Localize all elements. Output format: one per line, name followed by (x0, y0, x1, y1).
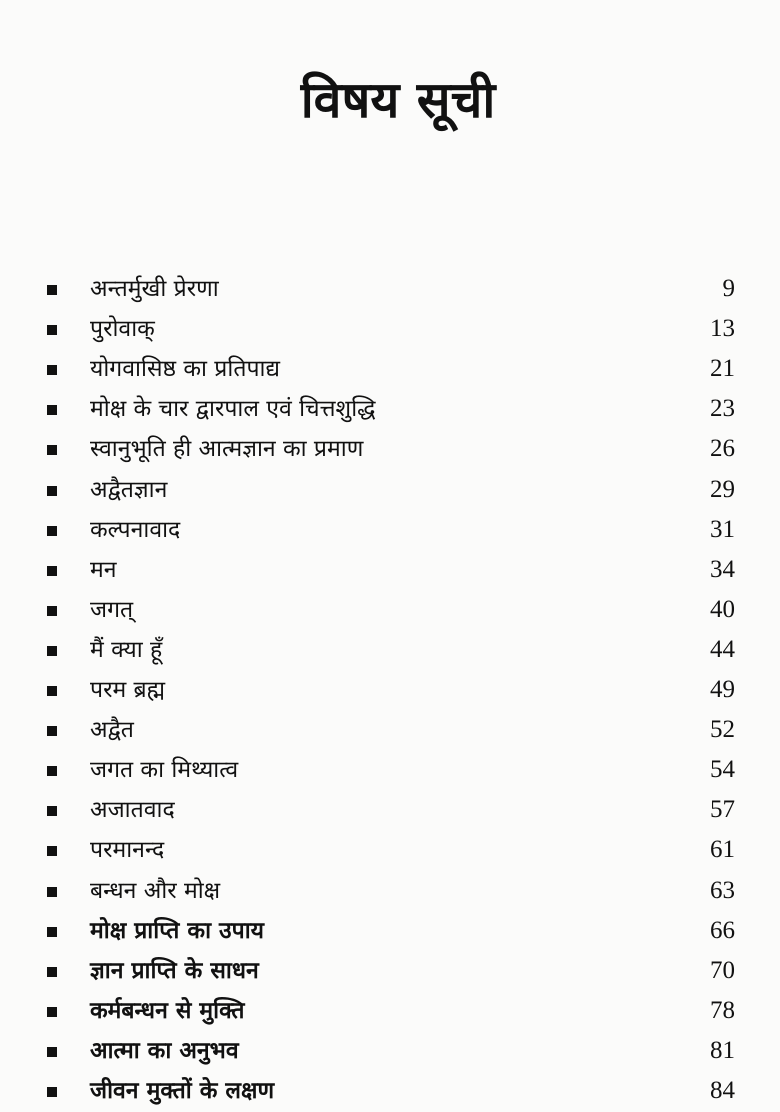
toc-entry-page: 9 (722, 275, 735, 302)
toc-entry-page: 34 (710, 555, 735, 583)
toc-entry (0, 1072, 780, 1112)
bullet-icon (47, 726, 57, 736)
toc-entry (0, 791, 780, 831)
toc-entry-title: परम ब्रह्म (90, 677, 166, 703)
toc-entry-title: कल्पनावाद (90, 516, 181, 543)
bullet-icon (47, 285, 57, 295)
toc-entry-title: बन्धन और मोक्ष (90, 877, 221, 904)
toc-entry-title: अद्वैत (90, 717, 134, 744)
toc-entry-title: पुरोवाक् (90, 316, 155, 343)
toc-entry-page: 23 (710, 395, 735, 423)
toc-entry (0, 511, 780, 551)
toc-entry (0, 591, 780, 631)
toc-entry (0, 912, 780, 952)
bullet-icon (47, 365, 57, 375)
toc-entry-page: 44 (710, 635, 735, 663)
bullet-icon (47, 686, 57, 696)
bullet-icon (47, 646, 57, 656)
toc-entry-page: 54 (710, 756, 735, 784)
bullet-icon (47, 927, 57, 937)
toc-entry-title: अद्वैतज्ञान (90, 476, 168, 503)
toc-entry (0, 350, 780, 390)
toc-entry (0, 831, 780, 871)
bullet-icon (47, 806, 57, 816)
toc-entry (0, 671, 780, 711)
toc-entry (0, 270, 780, 310)
toc-entry (0, 310, 780, 350)
bullet-icon (47, 526, 57, 536)
toc-entry-page: 52 (710, 716, 735, 744)
toc-entry (0, 1032, 780, 1072)
toc-entry (0, 751, 780, 791)
toc-entry-title: कर्मबन्धन से मुक्ति (90, 997, 245, 1024)
toc-entry-page: 31 (710, 515, 735, 543)
bullet-icon (47, 405, 57, 415)
toc-entry (0, 430, 780, 470)
toc-entry (0, 631, 780, 671)
toc-entry-page: 29 (710, 475, 735, 503)
toc-entry-page: 26 (710, 435, 735, 463)
bullet-icon (47, 846, 57, 856)
toc-entry-title: स्वानुभूति ही आत्मज्ञान का प्रमाण (90, 436, 364, 463)
toc-entry (0, 471, 780, 511)
page-title: विषय सूची (300, 71, 496, 129)
bullet-icon (47, 1087, 57, 1097)
toc-entry-title: परमानन्द (90, 837, 165, 864)
toc-entry-title: जीवन मुक्तों के लक्षण (90, 1078, 275, 1104)
toc-entry-title: मोक्ष प्राप्ति का उपाय (90, 917, 265, 944)
toc-entry-title: योगवासिष्ठ का प्रतिपाद्य (90, 356, 280, 383)
toc-entry-page: 40 (710, 595, 735, 623)
toc-entry-page: 57 (710, 796, 735, 824)
toc-entry (0, 551, 780, 591)
toc-entry-title: जगत का मिथ्यात्व (90, 757, 239, 784)
bullet-icon (47, 325, 57, 335)
bullet-icon (47, 606, 57, 616)
toc-entry (0, 992, 780, 1032)
toc-entry-page: 13 (710, 315, 735, 343)
toc-entry-title: अन्तर्मुखी प्रेरणा (90, 276, 219, 302)
toc-entry (0, 952, 780, 992)
bullet-icon (47, 1007, 57, 1017)
bullet-icon (47, 967, 57, 977)
toc-entry-title: मैं क्या हूँ (90, 636, 163, 663)
bullet-icon (47, 566, 57, 576)
toc-entry-page: 61 (710, 836, 735, 864)
toc-entry-title: अजातवाद (90, 797, 175, 824)
toc-entry-page: 84 (710, 1077, 735, 1104)
bullet-icon (47, 1047, 57, 1057)
toc-entry (0, 711, 780, 751)
toc-entry-page: 49 (710, 676, 735, 703)
toc-entry-title: मोक्ष के चार द्वारपाल एवं चित्तशुद्धि (90, 396, 376, 423)
toc-entry (0, 390, 780, 430)
toc-entry-page: 63 (710, 876, 735, 904)
bullet-icon (47, 486, 57, 496)
bullet-icon (47, 445, 57, 455)
toc-entry-page: 21 (710, 355, 735, 383)
toc-entry-page: 81 (710, 1036, 735, 1064)
toc-entry-page: 78 (710, 996, 735, 1024)
toc-entry-page: 66 (710, 916, 735, 944)
toc-entry (0, 872, 780, 912)
bullet-icon (47, 766, 57, 776)
toc-entry-title: मन (90, 556, 117, 583)
toc-entry-title: जगत् (90, 596, 134, 623)
toc-entry-title: आत्मा का अनुभव (90, 1037, 239, 1064)
toc-entry-page: 70 (710, 956, 735, 984)
bullet-icon (47, 887, 57, 897)
toc-entry-title: ज्ञान प्राप्ति के साधन (90, 957, 259, 984)
